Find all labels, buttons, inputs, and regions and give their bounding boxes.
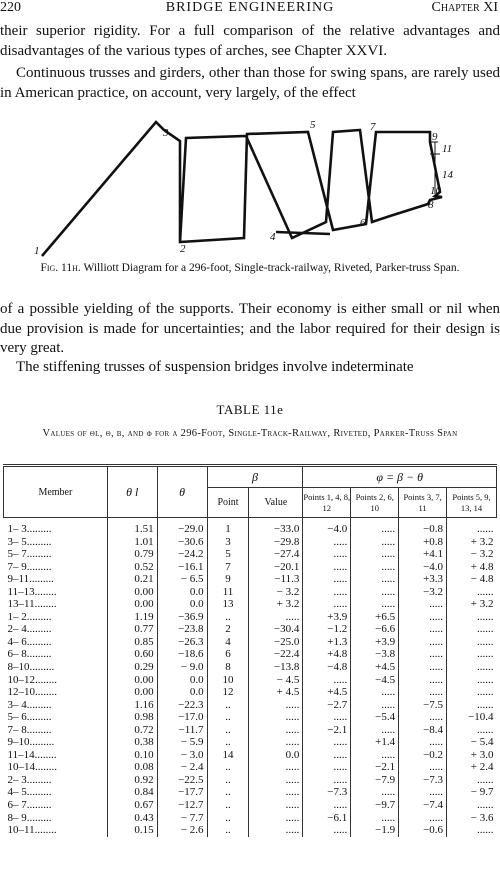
table-cell: 2– 4......... [7,623,52,636]
table-cell: ..... [351,749,399,762]
table-cell: ..... [303,536,351,549]
table-cell: + 3.2 [447,536,497,549]
table-row [4,536,497,549]
table-cell: ..... [399,598,447,611]
table-cell: −4.0 [303,518,351,536]
table-cell: 13 [207,598,249,611]
table-row [4,586,497,599]
table-cell: ..... [249,774,303,787]
table-row [4,724,497,737]
table-cell: − 9.7 [447,786,497,799]
table-row [4,674,497,687]
col-beta: β [207,466,303,488]
table-cell: ..... [249,761,303,774]
col-point: Point [207,488,249,518]
paragraph-2: Continuous trusses and girders, other than those for swing spans, are rarely used in American practice, on account, very largely, of the effect [0,65,500,101]
table-cell: + 4.5 [249,686,303,699]
table-row [4,661,497,674]
table-cell: 10–14........ [7,761,57,774]
page-number: 220 [0,0,21,15]
table-cell: ..... [303,561,351,574]
table-cell: −11.3 [249,573,303,586]
table-cell: 4 [207,636,249,649]
williott-diagram [30,112,470,262]
col-phi: φ = β − θ [303,466,497,488]
table-cell: 10 [207,674,249,687]
table-cell: ..... [249,812,303,825]
col-points-2: Points 2, 6, 10 [351,488,399,518]
table-row [4,736,497,749]
diagram-path-inner [276,232,330,234]
table-cell: + 3.0 [447,749,497,762]
point-label: 8 [428,199,434,211]
table-cell: − 4.5 [249,674,303,687]
table-row [4,774,497,787]
table-cell: ...... [447,623,497,636]
point-label: 5 [310,119,316,131]
table-cell: 0.85 [107,636,157,649]
table-cell: −11.7 [157,724,207,737]
table-cell: 8 [207,661,249,674]
table-cell: .. [207,786,249,799]
table-cell: .. [207,824,249,837]
table-cell: ..... [249,786,303,799]
table-cell: ..... [351,786,399,799]
table-cell: −17.0 [157,711,207,724]
table-cell: ...... [447,611,497,624]
table-cell: 10–11........ [7,824,57,837]
table-cell: ..... [399,661,447,674]
table-cell: − 3.2 [447,548,497,561]
table-cell: ...... [447,586,497,599]
table-cell: 0.0 [157,686,207,699]
table-cell: + 3.2 [249,598,303,611]
table-cell: 6 [207,648,249,661]
table-cell: ..... [303,573,351,586]
table-cell: −22.3 [157,699,207,712]
table-cell: ..... [351,573,399,586]
table-cell: −7.9 [351,774,399,787]
table-cell: −30.6 [157,536,207,549]
caption-text: Williott Diagram for a 296-foot, Single-track-railway, Riveted, Parker-truss Span. [83,262,460,274]
page-header [0,0,500,18]
table-cell: − 5.4 [447,736,497,749]
table-cell: 1.51 [107,518,157,536]
table-row [4,761,497,774]
table-cell: ..... [399,623,447,636]
table-cell: ..... [351,548,399,561]
table-cell: ..... [303,824,351,837]
table-cell: −0.2 [399,749,447,762]
paragraph-1: their superior rigidity. For a full comparison of the relative advantages and disadvantages of the various types of arches, see Chapter XXVI. [0,23,500,59]
table-cell: −13.8 [249,661,303,674]
table-cell: ...... [447,636,497,649]
table-cell: +4.1 [399,548,447,561]
table-cell: ..... [399,636,447,649]
table-cell: −4.8 [303,661,351,674]
paragraph-3: of a possible yielding of the supports. Their economy is either small or nil when due provision is made for uncertainties; and the labor required for their design is very great. [0,301,500,356]
table-cell: 1– 2......... [7,610,52,623]
table-cell: 0.0 [157,598,207,611]
table-cell: 5 [207,548,249,561]
table-cell: +4.5 [303,686,351,699]
table-cell: −29.8 [249,536,303,549]
table-cell: ..... [399,611,447,624]
table-cell: ..... [399,711,447,724]
table-cell: 0.15 [107,824,157,837]
table-cell: −27.4 [249,548,303,561]
table-cell: 0.92 [107,774,157,787]
table-cell: 11–14........ [7,748,57,761]
table-cell: ...... [447,674,497,687]
table-cell: ..... [249,824,303,837]
table-cell: ..... [303,548,351,561]
table-cell: +3.9 [303,611,351,624]
point-label: 2 [180,243,186,255]
table-cell: − 9.0 [157,661,207,674]
table-row [4,799,497,812]
table-cell: ...... [447,648,497,661]
table-cell: −6.6 [351,623,399,636]
table-row [4,623,497,636]
table-cell: ...... [447,699,497,712]
table-cell: +1.3 [303,636,351,649]
table-cell: − 2.4 [157,761,207,774]
point-label: 7 [370,121,376,133]
table-cell: 0.67 [107,799,157,812]
table-cell: 0.77 [107,623,157,636]
table-cell: −0.8 [399,518,447,536]
table-cell: 3– 4......... [7,698,52,711]
col-theta-l: θ l [107,466,157,518]
point-label: 4 [270,231,276,243]
table-title: TABLE 11e [216,402,284,417]
table-cell: ..... [399,736,447,749]
table-row [4,686,497,699]
table-cell: −4.5 [351,674,399,687]
col-points-1: Points 1, 4, 8, 12 [303,488,351,518]
table-row [4,548,497,561]
table-cell: ..... [303,799,351,812]
table-cell: 1.16 [107,699,157,712]
table-cell: 5– 6......... [7,711,52,724]
table-cell: 13–11........ [7,598,57,611]
col-value: Value [249,488,303,518]
table-cell: −2.1 [303,724,351,737]
running-title: BRIDGE ENGINEERING [165,0,335,15]
table-cell: ..... [351,536,399,549]
table-cell: ..... [303,774,351,787]
table-cell: 9–11......... [7,573,54,586]
table-cell: .. [207,699,249,712]
table-row [4,611,497,624]
diagram-path [42,122,442,256]
point-label: 10 [430,185,441,197]
table-cell: + 3.2 [447,598,497,611]
table-cell: ..... [351,699,399,712]
table-row [4,598,497,611]
table-cell: −26.3 [157,636,207,649]
table-cell: +4.8 [303,648,351,661]
table-cell: ..... [399,786,447,799]
table-cell: 12 [207,686,249,699]
table-cell: 0.43 [107,812,157,825]
table-cell: − 5.9 [157,736,207,749]
table-cell: ...... [447,799,497,812]
table-row [4,824,497,837]
point-label: 1 [34,245,40,257]
table-cell: ..... [399,686,447,699]
table-cell: 0.10 [107,749,157,762]
table-cell: 2– 3......... [7,773,52,786]
table-cell: 1 [207,518,249,536]
table-cell: ..... [351,586,399,599]
table-row [4,648,497,661]
table-cell: −36.9 [157,611,207,624]
table-cell: 7 [207,561,249,574]
table-cell: 7– 8......... [7,723,52,736]
table-cell: .. [207,611,249,624]
table-cell: −10.4 [447,711,497,724]
table-cell: ...... [447,661,497,674]
table-cell: −25.0 [249,636,303,649]
table-cell: 6– 8......... [7,648,52,661]
table-cell: −12.7 [157,799,207,812]
table-cell: −24.2 [157,548,207,561]
table-cell: + 4.8 [447,561,497,574]
table-row [4,699,497,712]
table-cell: .. [207,711,249,724]
table-cell: ..... [249,736,303,749]
table-cell: − 4.8 [447,573,497,586]
table-cell: −22.4 [249,648,303,661]
table-cell: + 2.4 [447,761,497,774]
table-cell: ..... [351,686,399,699]
table-cell: ..... [249,699,303,712]
table-cell: ..... [351,724,399,737]
table-cell: .. [207,724,249,737]
table-cell: 6– 7......... [7,798,52,811]
table-cell: 9–10......... [7,736,55,749]
table-cell: 0.00 [107,686,157,699]
table-cell: −7.4 [399,799,447,812]
table-cell: 1.19 [107,611,157,624]
table-row [4,573,497,586]
table-row [4,711,497,724]
table-cell: 0.29 [107,661,157,674]
table-cell: 0.79 [107,548,157,561]
table-cell: −22.5 [157,774,207,787]
table-subtitle: Values of θl, θ, β, and φ for a 296-Foot, Single-Track-Railway, Riveted, Parker-Truss Span [42,428,458,439]
table-cell: 0.52 [107,561,157,574]
table-cell: −23.8 [157,623,207,636]
table-cell: 11 [207,586,249,599]
table-row [4,786,497,799]
table-cell: −9.7 [351,799,399,812]
table-cell: +4.5 [351,661,399,674]
table-row [4,749,497,762]
table-cell: 0.00 [107,674,157,687]
table-cell: ..... [303,711,351,724]
table-cell: +1.4 [351,736,399,749]
table-cell: 0.60 [107,648,157,661]
table-cell: 4– 5......... [7,786,52,799]
caption-label: Fig. 11h. [40,262,81,274]
table-cell: 0.08 [107,761,157,774]
table-cell: − 6.5 [157,573,207,586]
col-member: Member [4,466,108,518]
col-theta: θ [157,466,207,518]
table-cell: 0.00 [107,598,157,611]
table-cell: − 7.7 [157,812,207,825]
table-cell: ..... [399,648,447,661]
table-cell: +6.5 [351,611,399,624]
figure-caption [20,261,480,276]
table-cell: 14 [207,749,249,762]
table-cell: ...... [447,724,497,737]
table-cell: 5– 7......... [7,548,52,561]
table-cell: ..... [303,674,351,687]
table-cell: −17.7 [157,786,207,799]
table-cell: −4.0 [399,561,447,574]
table-cell: −6.1 [303,812,351,825]
table-cell: ..... [351,598,399,611]
table-cell: − 3.6 [447,812,497,825]
table-cell: −20.1 [249,561,303,574]
table-cell: 0.21 [107,573,157,586]
table-cell: 10–12........ [7,673,57,686]
table-cell: .. [207,736,249,749]
table-cell: 3– 5......... [7,535,52,548]
table-cell: −16.1 [157,561,207,574]
table-cell: ..... [351,561,399,574]
table-cell: −18.6 [157,648,207,661]
table-cell: −33.0 [249,518,303,536]
table-cell: −0.6 [399,824,447,837]
table-cell: 0.0 [157,674,207,687]
table-cell: −29.0 [157,518,207,536]
table-cell: .. [207,799,249,812]
table-row [4,518,497,536]
table-cell: 0.00 [107,586,157,599]
point-label: 9 [432,131,438,143]
table-cell: 0.72 [107,724,157,737]
table-cell: 0.84 [107,786,157,799]
table-cell: 12–10........ [7,686,57,699]
table-row [4,636,497,649]
table-cell: ..... [249,724,303,737]
table-cell: ..... [249,711,303,724]
table-cell: −3.2 [399,586,447,599]
table-cell: −1.9 [351,824,399,837]
table-cell: 0.0 [157,586,207,599]
table-row [4,561,497,574]
table-cell: −7.5 [399,699,447,712]
table-cell: 0.0 [249,749,303,762]
table-cell: ..... [351,812,399,825]
table-cell: −5.4 [351,711,399,724]
table-cell: ..... [303,761,351,774]
table-row [4,812,497,825]
table-cell: −2.1 [351,761,399,774]
chapter-label: Chapter XI [431,0,498,15]
table-cell: ..... [249,799,303,812]
table-cell: ..... [399,761,447,774]
col-points-3: Points 3, 7, 11 [399,488,447,518]
table-cell: ..... [303,736,351,749]
table-cell: −2.7 [303,699,351,712]
table-cell: −3.8 [351,648,399,661]
table-cell: −7.3 [399,774,447,787]
table-cell: 8–10......... [7,660,55,673]
table-cell: ...... [447,774,497,787]
table-cell: .. [207,761,249,774]
paragraph-4: The stiffening trusses of suspension bridges involve indeterminate [16,359,414,375]
table-cell: 4– 6......... [7,635,52,648]
table-cell: ..... [303,598,351,611]
table-cell: −7.3 [303,786,351,799]
table-body [4,518,497,837]
table-cell: 11–13........ [7,585,57,598]
table-cell: 0.38 [107,736,157,749]
table-cell: 7– 9......... [7,560,52,573]
table-cell: − 2.6 [157,824,207,837]
table-cell: −30.4 [249,623,303,636]
table-cell: ..... [303,749,351,762]
point-label: 6 [360,217,366,229]
table-cell: − 3.0 [157,749,207,762]
table-cell: 1.01 [107,536,157,549]
values-table [3,464,497,837]
table-cell: − 3.2 [249,586,303,599]
table-cell: .. [207,774,249,787]
table-cell: 3 [207,536,249,549]
table-cell: .. [207,812,249,825]
table-cell: 0.98 [107,711,157,724]
table-cell: ..... [249,611,303,624]
col-points-4: Points 5, 9, 13, 14 [447,488,497,518]
table-cell: ..... [351,518,399,536]
table-cell: 2 [207,623,249,636]
table-cell: 9 [207,573,249,586]
table-cell: −8.4 [399,724,447,737]
table-cell: ..... [399,812,447,825]
table-cell: +0.8 [399,536,447,549]
table-cell: ..... [399,674,447,687]
point-label: 14 [442,169,453,181]
table-cell: ..... [303,586,351,599]
table-cell: +3.9 [351,636,399,649]
point-label: 11 [442,143,453,155]
table-cell: +3.3 [399,573,447,586]
point-label: 3 [163,127,169,139]
table-cell: 8– 9......... [7,811,52,824]
table-cell: ...... [447,824,497,837]
table-cell: ...... [447,686,497,699]
table-cell: ...... [447,518,497,536]
table-cell: 1– 3......... [7,522,52,535]
table-cell: −1.2 [303,623,351,636]
